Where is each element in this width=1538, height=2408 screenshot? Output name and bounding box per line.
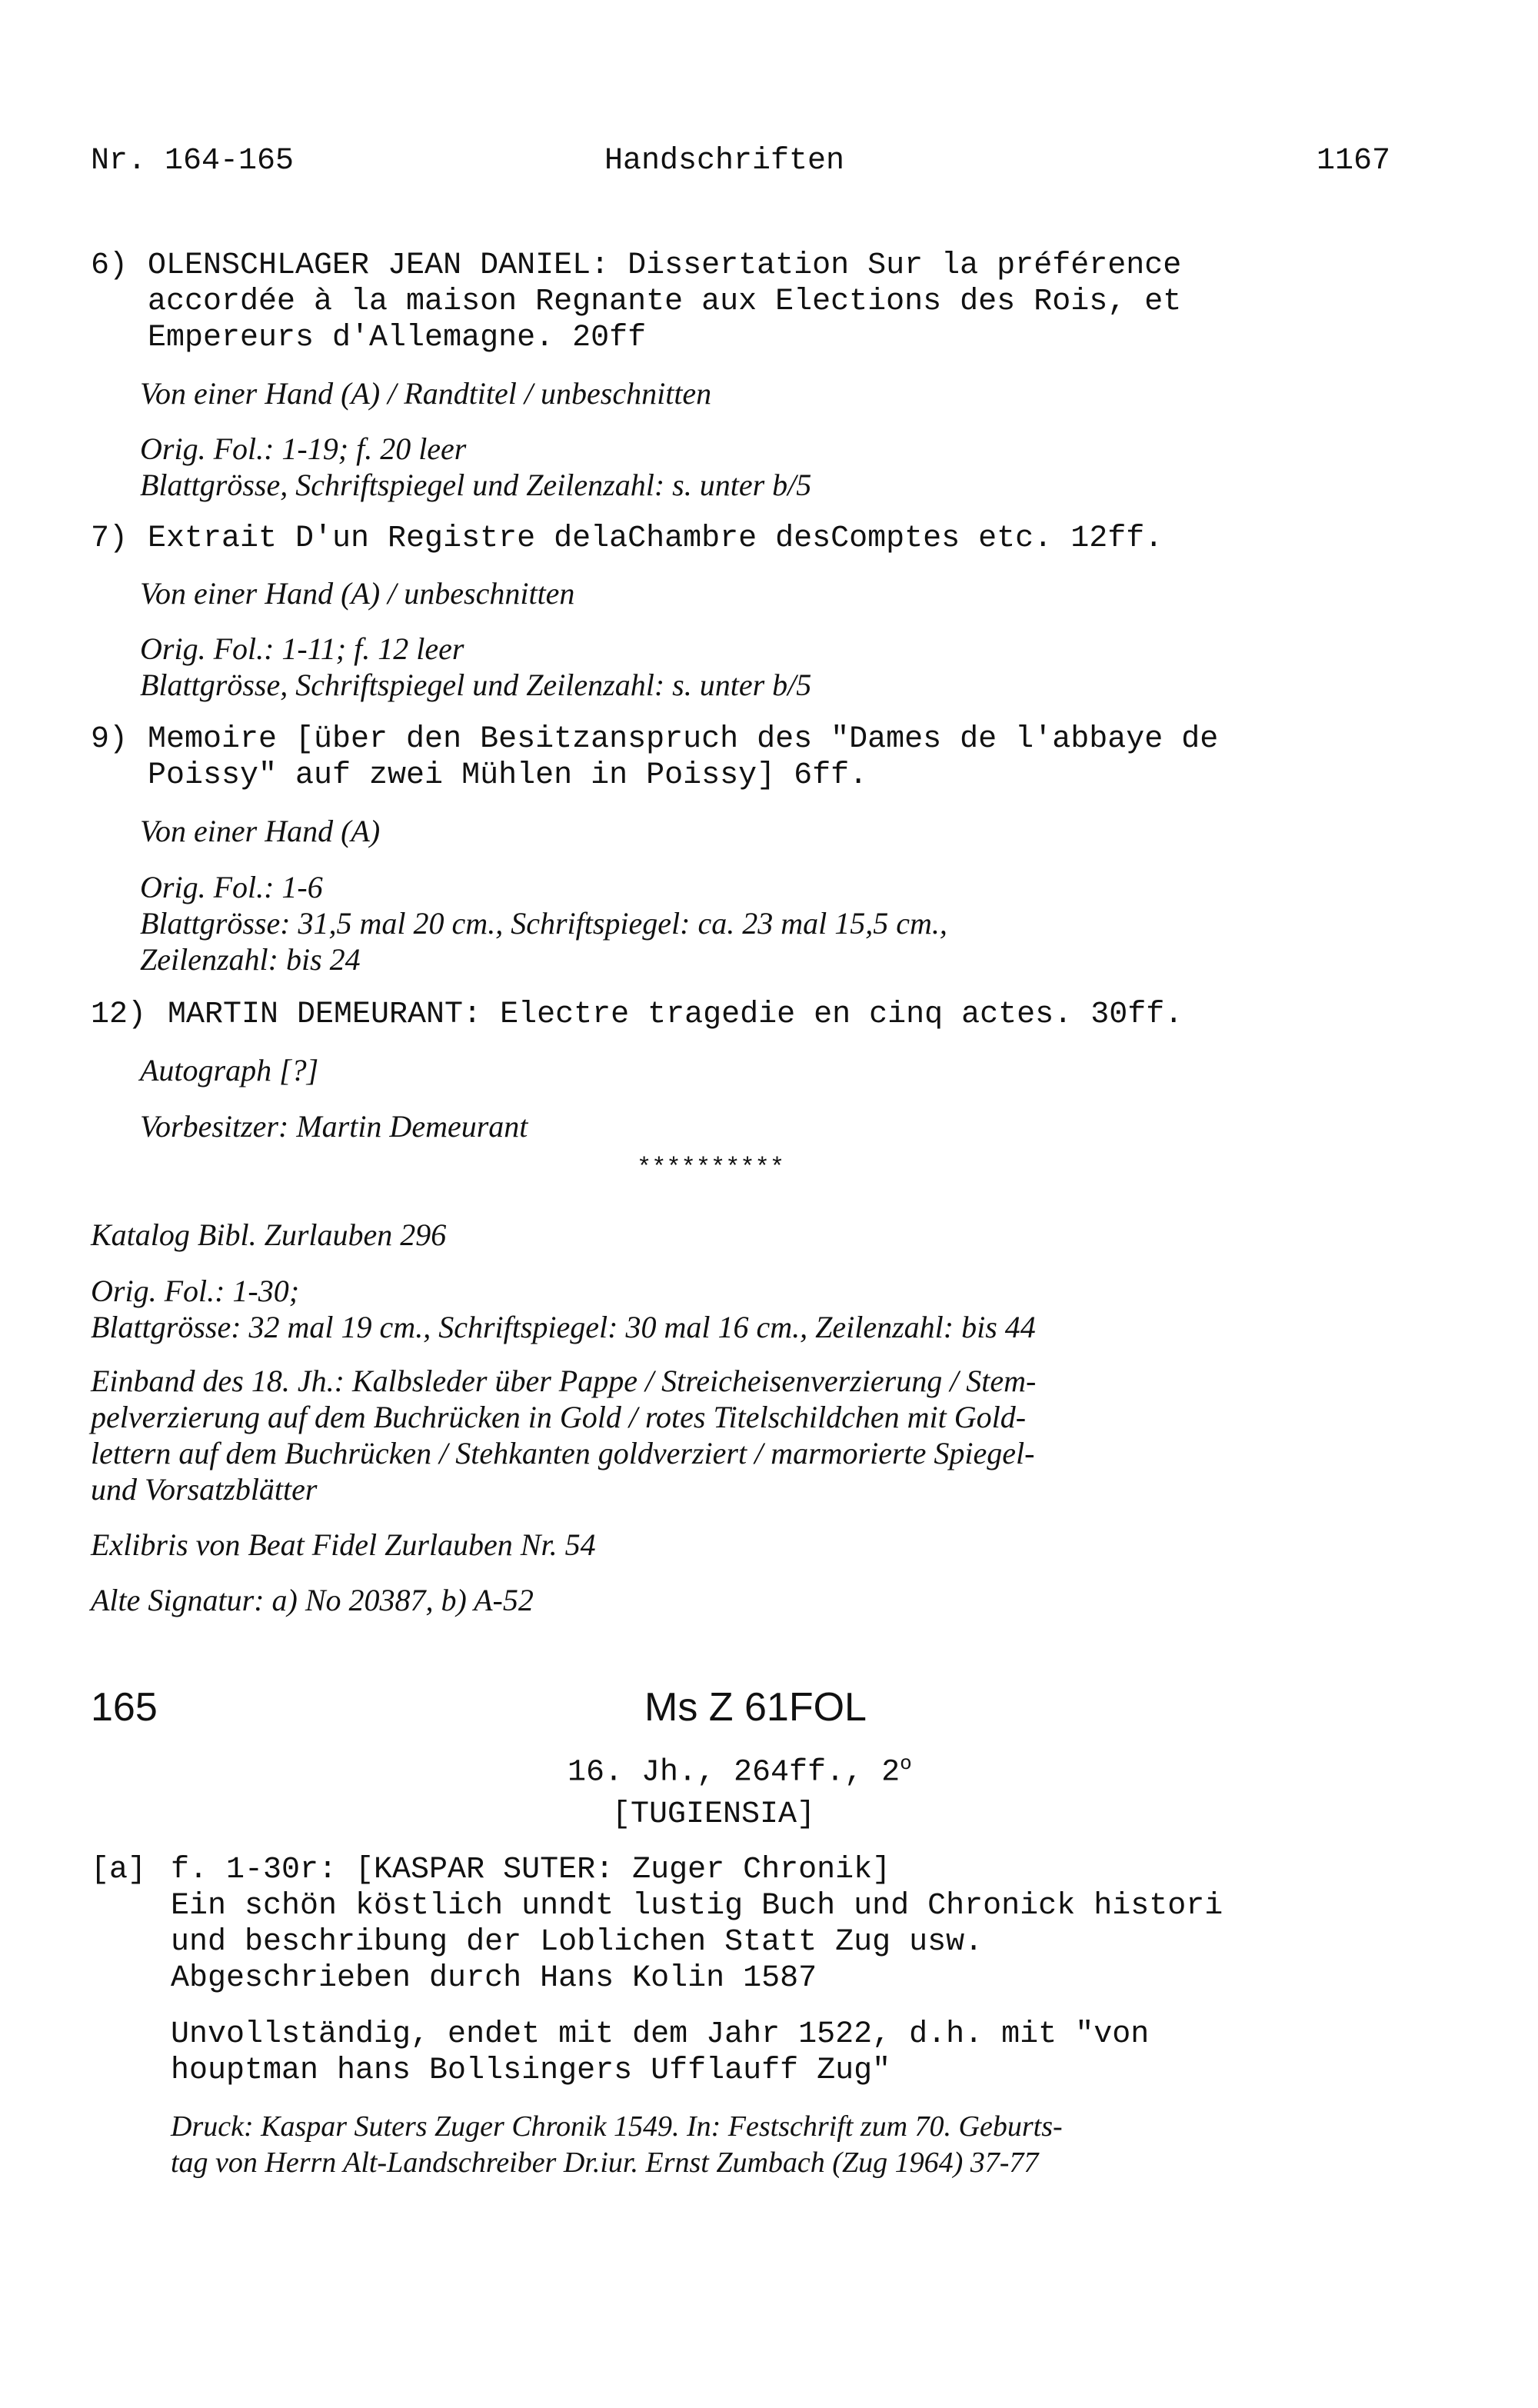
binding-line: Einband des 18. Jh.: Kalbsleder über Pappe / Streicheisenverzierung / Stem- [91, 1364, 1037, 1398]
entry-note-line: Orig. Fol.: 1-11; f. 12 leer [140, 631, 464, 666]
shelfmark-heading: Ms Z 61FOL [644, 1685, 867, 1730]
page-number: 1167 [1317, 144, 1391, 178]
entry-title-line: accordée à la maison Regnante aux Elections des Rois, et [148, 285, 1182, 319]
item-label: [a] [91, 1853, 147, 1887]
entry-number: 6) [91, 248, 128, 283]
entry-note-line: Von einer Hand (A) / unbeschnitten [140, 576, 575, 611]
print-reference-line: tag von Herrn Alt-Landschreiber Dr.iur. Ernst Zumbach (Zug 1964) 37-77 [171, 2147, 1039, 2179]
entry-note-line: Autograph [?] [140, 1053, 319, 1087]
print-reference-line: Druck: Kaspar Suters Zuger Chronik 1549. In: Festschrift zum 70. Geburts- [171, 2110, 1063, 2143]
binding-line: pelverzierung auf dem Buchrücken in Gold / rotes Titelschildchen mit Gold- [91, 1400, 1027, 1434]
entry-number: 12) [91, 998, 147, 1032]
item-note-line: houptman hans Bollsingers Ufflauff Zug" [171, 2053, 891, 2088]
item-line: Ein schön köstlich unndt lustig Buch und Chronick histori [171, 1889, 1223, 1923]
entry-note-line: Blattgrösse: 31,5 mal 20 cm., Schriftspiegel: ca. 23 mal 15,5 cm., [140, 906, 947, 941]
entry-number: 7) [91, 521, 128, 556]
entry-title-line: Memoire [über den Besitzanspruch des "Dames de l'abbaye de [148, 722, 1219, 757]
entry-title-line: Extrait D'un Registre delaChambre desComptes etc. 12ff. [148, 521, 1163, 556]
item-line: f. 1-30r: [KASPAR SUTER: Zuger Chronik] [171, 1853, 891, 1887]
item-line: und beschribung der Loblichen Statt Zug usw. [171, 1925, 984, 1960]
summary-line: Orig. Fol.: 1-30; [91, 1274, 300, 1308]
exlibris-line: Exlibris von Beat Fidel Zurlauben Nr. 54 [91, 1527, 596, 1562]
summary-line: Blattgrösse: 32 mal 19 cm., Schriftspiegel: 30 mal 16 cm., Zeilenzahl: bis 44 [91, 1310, 1036, 1344]
binding-line: lettern auf dem Buchrücken / Stehkanten goldverziert / marmorierte Spiegel- [91, 1436, 1035, 1470]
entry-title-line: MARTIN DEMEURANT: Electre tragedie en cinq actes. 30ff. [168, 998, 1183, 1032]
entry-title-line: Empereurs d'Allemagne. 20ff [148, 321, 647, 355]
catalog-reference: Katalog Bibl. Zurlauben 296 [91, 1217, 447, 1252]
item-line: Abgeschrieben durch Hans Kolin 1587 [171, 1961, 817, 1996]
manuscript-group: [TUGIENSIA] [612, 1797, 816, 1832]
running-header-title: Handschriften [604, 144, 845, 178]
entry-number: 9) [91, 722, 128, 757]
entry-note-line: Vorbesitzer: Martin Demeurant [140, 1109, 528, 1144]
manuscript-date-extent: 16. Jh., 264ff., 2$^o$ [568, 1752, 912, 1790]
entry-note-line: Zeilenzahl: bis 24 [140, 942, 361, 977]
entry-title-line: OLENSCHLAGER JEAN DANIEL: Dissertation Sur la préférence [148, 248, 1182, 283]
entry-note-line: Von einer Hand (A) [140, 814, 381, 848]
item-note-line: Unvollständig, endet mit dem Jahr 1522, d.h. mit "von [171, 2017, 1150, 2052]
binding-line: und Vorsatzblätter [91, 1472, 318, 1507]
entry-note-line: Blattgrösse, Schriftspiegel und Zeilenzahl: s. unter b/5 [140, 468, 812, 502]
manuscript-number: 165 [91, 1685, 158, 1730]
entry-note-line: Orig. Fol.: 1-6 [140, 870, 323, 904]
asterisk-separator: ********** [637, 1154, 785, 1182]
entry-note-line: Orig. Fol.: 1-19; f. 20 leer [140, 431, 467, 466]
entry-note-line: Blattgrösse, Schriftspiegel und Zeilenzahl: s. unter b/5 [140, 668, 812, 702]
running-header-left: Nr. 164-165 [91, 144, 295, 178]
entry-title-line: Poissy" auf zwei Mühlen in Poissy] 6ff. [148, 758, 868, 793]
entry-note-line: Von einer Hand (A) / Randtitel / unbeschnitten [140, 376, 712, 411]
old-shelfmark-line: Alte Signatur: a) No 20387, b) A-52 [91, 1583, 534, 1617]
